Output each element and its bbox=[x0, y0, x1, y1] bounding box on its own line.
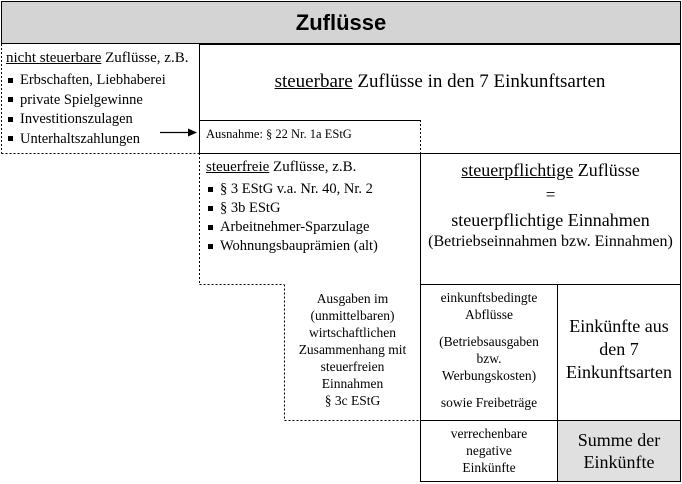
ausgaben-line: wirtschaftlichen bbox=[309, 325, 396, 340]
ausgaben-line: steuerfreien bbox=[320, 359, 385, 374]
steuerbar-underlined: steuerbare bbox=[274, 71, 353, 92]
ausnahme-label: Ausnahme: § 22 Nr. 1a EStG bbox=[206, 127, 352, 141]
steuerpflichtig-underlined: steuerpflichtige bbox=[461, 160, 574, 180]
nicht-steuerbar-list bbox=[6, 71, 166, 149]
abfluesse-line: einkunftsbedingte bbox=[440, 290, 538, 305]
abfluesse-line: (Betriebsausgaben bbox=[439, 334, 539, 349]
steuerfrei-heading bbox=[206, 159, 356, 176]
list-item: Unterhaltszahlungen bbox=[6, 130, 166, 150]
ausgaben-line: Zusammenhang mit bbox=[298, 342, 407, 357]
einkuenfte-line: Einkünfte aus bbox=[569, 316, 669, 336]
ausgaben-line: Einnahmen bbox=[321, 376, 384, 391]
diagram-title: Zuflüsse bbox=[295, 10, 387, 35]
list-item: § 3 EStG v.a. Nr. 40, Nr. 2 bbox=[206, 180, 378, 199]
summe-line: Einkünfte bbox=[583, 452, 655, 472]
steuerfrei-underlined: steuerfreie bbox=[206, 159, 270, 175]
list-item: Wohnungsbauprämien (alt) bbox=[206, 237, 378, 256]
verrechenbar-line: negative bbox=[466, 443, 512, 458]
verrechenbar-line: Einkünfte bbox=[462, 460, 516, 475]
equals-sign: = bbox=[545, 185, 556, 204]
verrechenbar-line: verrechenbare bbox=[450, 426, 528, 441]
list-item: Investitionszulagen bbox=[6, 110, 166, 130]
einkuenfte-line: den 7 bbox=[599, 339, 639, 359]
steuerpflichtig-einnahmen: steuerpflichtige Einnahmen bbox=[451, 210, 650, 230]
list-item: Arbeitnehmer-Sparzulage bbox=[206, 218, 378, 237]
steuerpflichtig-note: (Betriebseinnahmen bzw. Einnahmen) bbox=[428, 233, 673, 250]
einkuenfte-line: Einkunftsarten bbox=[566, 362, 672, 382]
ausgaben-line: (unmittelbaren) bbox=[310, 308, 395, 323]
summe-line: Summe der bbox=[577, 430, 661, 450]
ausgaben-line: Ausgaben im bbox=[316, 291, 389, 306]
nicht-steuerbar-heading bbox=[6, 50, 188, 67]
abfluesse-line: Werbungskosten) bbox=[441, 368, 537, 383]
list-item: Erbschaften, Liebhaberei bbox=[6, 71, 166, 91]
steuerpflichtig-rest: Zuflüsse bbox=[573, 160, 640, 180]
steuerfrei-list bbox=[206, 180, 378, 256]
abfluesse-line: Abflüsse bbox=[465, 307, 513, 322]
list-item: § 3b EStG bbox=[206, 199, 378, 218]
abfluesse-line: bzw. bbox=[476, 351, 502, 366]
nicht-steuerbar-underlined: nicht steuerbare bbox=[6, 50, 102, 66]
steuerbar-rest: Zuflüsse in den 7 Einkunftsarten bbox=[352, 71, 606, 92]
list-item: private Spielgewinne bbox=[6, 91, 166, 111]
steuerfrei-rest: Zuflüsse, z.B. bbox=[269, 159, 357, 175]
abfluesse-line: sowie Freibeträge bbox=[440, 395, 538, 410]
ausgaben-line: § 3c EStG bbox=[324, 393, 381, 408]
nicht-steuerbar-rest: Zuflüsse, z.B. bbox=[101, 50, 189, 66]
ausgaben-text bbox=[285, 290, 420, 409]
